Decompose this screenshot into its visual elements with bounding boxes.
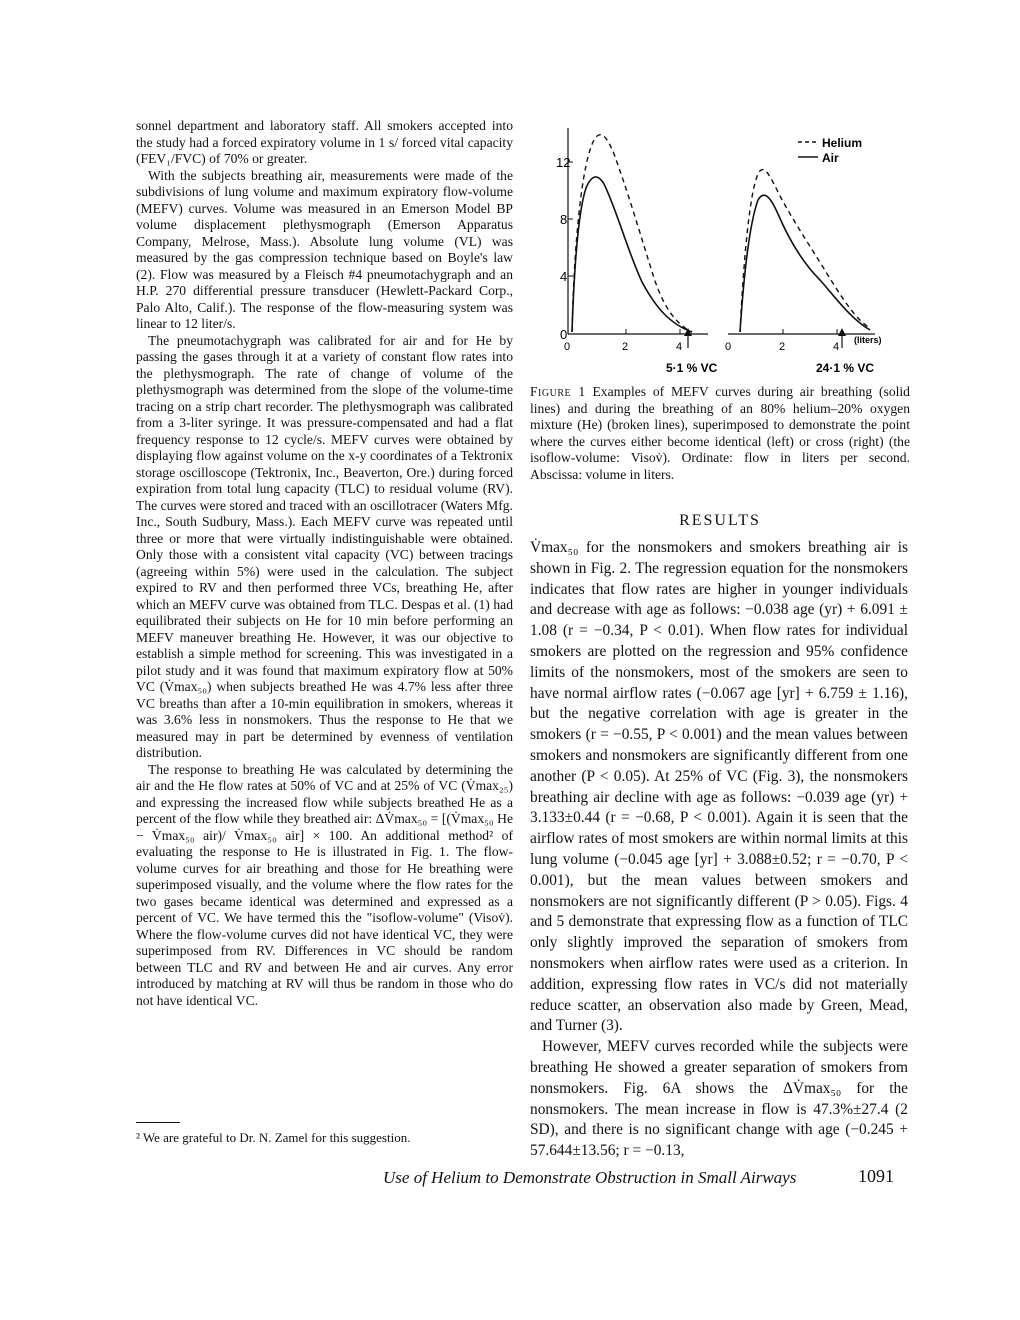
paragraph: sonnel department and laboratory staff. All smokers accepted into the study had a forced expiratory volume in 1 s/ forced vital capacity (FEV₁/FVC) of 70% or greater. bbox=[136, 118, 513, 166]
x-tick-label: 4 bbox=[676, 341, 683, 353]
paragraph: The response to breathing He was calculated by determining the air and the He flow rates at 50% of VC and at 25% of VC (V̇max₂₅) and expressing the increased flow while subjects breathed He as a percent of the flow while they breathed air: ΔV̇max₅₀ = [(V̇max₅₀ He − V̇max₅₀ air)/ V̇max₅₀ air] × 100. An additional method² of evaluating the response to He is illustrated in Fig. 1. The flow-volume curves for air breathing and those for He breathing were superimposed visually, and the volume where the flow rates for the two gases became identical was determined and expressed as a percent of VC. We have termed this the "isoflow-volume" (Visov̇). Where the flow-volume curves did not have identical VC, they were superimposed from RV. Differences in VC should be random between TLC and RV and between He and air curves. Any error introduced by matching at RV will thus be random in those who do not have identical VC. bbox=[136, 761, 513, 1008]
running-head: Use of Helium to Demonstrate Obstruction in Small Airways bbox=[383, 1168, 797, 1187]
label-left-isovolume: 5·1 % VC bbox=[666, 361, 718, 375]
figure-1-graphic bbox=[530, 122, 910, 384]
paragraph: The pneumotachygraph was calibrated for air and for He by passing the gases through it at a variety of constant flow rates into the plethysmograph. The rate of change of volume of the plethysmograph was determined from the slope of the volume-time tracing on a strip chart recorder. The plethysmograph was calibrated from a 3-liter syringe. It was pressure-compensated and had a flat frequency response to 12 cycle/s. MEFV curves were obtained by displaying flow against volume on the x-y coordinates of a Tektronix storage oscilloscope (Tektronix, Inc., Beaverton, Ore.) during forced expiration from total lung capacity (TLC) to residual volume (RV). The curves were stored and traced with an oscillotracer (Waters Mfg. Inc., South Sudbury, Mass.). Each MEFV curve was repeated until three or more that were virtually indistinguishable were obtained. Only those with a consistent vital capacity (VC) between tracings (agreeing within 5%) were used in the calculation. The subject expired to RV and then performed three VCs, breathing He, after which an MEFV curve was obtained from TLC. Despas et al. (1) had equilibrated their subjects on He for 10 min before performing an MEFV maneuver breathing He. However, it was our objective to establish a simple method for screening. This was investigated in a pilot study and it was found that maximum expiratory flow at 50% VC (V̇max₅₀) when subjects breathed He was 4.7% less after three VC breaths than after a 10-min equilibration in smokers, whereas it was 3.6% less in nonsmokers. Thus the response to He that we measured may in part be determined by evenness of ventilation distribution. bbox=[136, 332, 513, 760]
legend-air: Air bbox=[822, 151, 839, 165]
caption-text: Examples of MEFV curves during air breathing (solid lines) and during the breathing of an 80% helium–20% oxygen mixture (He) (broken lines), superimposed to demonstrate the point where the curves either become identical (left) or cross (right) (the isoflow-volume: Visov̇). Ordinate: flow in liters per second. Abscissa: volume in liters. bbox=[530, 384, 910, 482]
left-column bbox=[136, 118, 513, 1009]
caption-label: Figure 1 bbox=[530, 384, 586, 399]
footnote-rule bbox=[136, 1122, 180, 1123]
paragraph: V̇max₅₀ for the nonsmokers and smokers breathing air is shown in Fig. 2. The regression equation for the nonsmokers indicates that flow rates are higher in younger individuals and decrease with age as follows: −0.038 age (yr) + 6.091 ± 1.08 (r = −0.34, P < 0.01). When flow rates for individual smokers are plotted on the regression and 95% confidence limits of the nonsmokers, most of the smokers are seen to have normal airflow rates (−0.067 age [yr] + 6.759 ± 1.16), but the negative correlation with age is greater in the smokers (r = −0.55, P < 0.001) and the mean values between smokers and nonsmokers are significantly different from one another (P < 0.05). At 25% of VC (Fig. 3), the nonsmokers breathing air decline with age as follows: −0.039 age (yr) + 3.133±0.44 (r = −0.68, P < 0.001). Again it is seen that the airflow rates of most smokers are within normal limits at this lung volume (−0.045 age [yr] + 3.088±0.52; r = −0.70, P < 0.001), but the mean values between smokers and nonsmokers are not significantly different (P > 0.05). Figs. 4 and 5 demonstrate that expressing flow as a function of TLC only slightly improved the separation of smokers from nonsmokers when airflow rates were used as a criterion. In addition, expressing flow rates in VC/s did not materially reduce scatter, an observation also made by Green, Mead, and Turner (3). bbox=[530, 539, 908, 1035]
y-tick-label: 12 bbox=[556, 155, 571, 170]
footnote: ² We are grateful to Dr. N. Zamel for this suggestion. bbox=[136, 1130, 411, 1145]
air-curve-left bbox=[572, 177, 692, 332]
page-number: 1091 bbox=[858, 1166, 894, 1186]
paragraph: However, MEFV curves recorded while the subjects were breathing He showed a greater separation of smokers from nonsmokers. Fig. 6A shows the ΔV̇max₅₀ for the nonsmokers. The mean increase in flow is 47.3%±27.4 (2 SD), and there is no significant change with age (−0.245 + 57.644±13.56; r = −0.13, bbox=[530, 1038, 908, 1160]
paragraph: With the subjects breathing air, measurements were made of the subdivisions of lung volume and maximum expiratory flow-volume (MEFV) curves. Volume was measured in an Emerson Model BP volume displacement plethysmograph (Emerson Apparatus Company, Melrose, Mass.). Absolute lung volume (VL) was measured by the gas compression technique based on Boyle's law (2). Flow was measured by a Fleisch #4 pneumotachygraph and an H.P. 270 differential pressure transducer (Hewlett-Packard Corp., Palo Alto, Calif.). The response of the flow-measuring system was linear to 12 liter/s. bbox=[136, 167, 513, 331]
helium-curve-left bbox=[572, 135, 692, 332]
arrow-right-head bbox=[838, 328, 846, 336]
legend-helium: Helium bbox=[822, 136, 863, 150]
results-section bbox=[530, 538, 908, 1162]
x-unit-label: (liters) bbox=[854, 335, 882, 345]
x-tick-label: 4 bbox=[833, 341, 840, 353]
x-tick-label: 2 bbox=[779, 341, 786, 353]
x-tick-label: 0 bbox=[564, 341, 571, 353]
x-tick-label: 2 bbox=[622, 341, 629, 353]
results-heading: RESULTS bbox=[679, 512, 761, 529]
figure-caption bbox=[530, 384, 910, 483]
y-tick-label: 8 bbox=[560, 212, 568, 227]
label-right-isovolume: 24·1 % VC bbox=[816, 361, 875, 375]
x-tick-label: 0 bbox=[725, 341, 732, 353]
helium-curve-right bbox=[740, 170, 870, 332]
figure-1 bbox=[530, 122, 910, 384]
air-curve-right bbox=[740, 195, 870, 332]
y-tick-label: 4 bbox=[560, 269, 568, 284]
y-tick-label: 0 bbox=[560, 327, 568, 342]
